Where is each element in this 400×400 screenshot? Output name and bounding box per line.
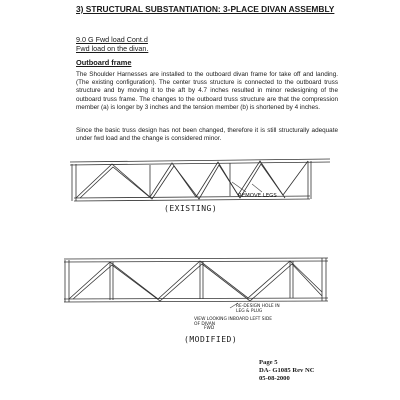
paragraph-description: The Shoulder Harnesses are installed to the outboard divan frame for take off and landing. (The existing configuration). The center truss structure is connected to the outboard truss structure and by moving it to the aft by 4.7 inches resulted in minor redesigning of the outboard truss frame. The changes to the outboard truss structure are that the compression member (a) is longer by 3 inches and the tension member (b) is shortened by 4 inches. <box>76 71 338 111</box>
subheading-load-case: 9.0 G Fwd load Cont.d <box>76 35 148 44</box>
remove-legs-annotation: REMOVE LEGS <box>238 193 277 199</box>
modified-caption: (MODIFIED) <box>184 335 238 344</box>
paragraph-conclusion: Since the basic truss design has not been changed, therefore it is still structurally adequate under fwd load and the change is considered minor. <box>76 127 338 143</box>
redesign-note-line-2: LEG & PLUG <box>236 309 263 314</box>
document-id: DA- G1085 Rev NC <box>259 367 315 374</box>
section-title: Outboard frame <box>76 58 132 67</box>
redesign-note-line-1: RE-DESIGN HOLE IN <box>236 304 280 309</box>
fwd-arrow-label: FWD <box>204 326 215 331</box>
existing-caption: (EXISTING) <box>164 204 218 213</box>
page-heading: 3) STRUCTURAL SUBSTANTIATION: 3-PLACE DIVAN ASSEMBLY <box>76 4 335 14</box>
subheading-divan-load: Fwd load on the divan. <box>76 44 149 53</box>
modified-truss-drawing <box>0 250 400 310</box>
view-note-line-1: VIEW LOOKING INBOARD LEFT SIDE <box>194 317 272 322</box>
view-note-line-2: OF DIVAN <box>194 322 216 327</box>
document-date: 05-08-2000 <box>259 375 290 382</box>
page-number: Page 5 <box>259 359 278 366</box>
existing-truss-drawing <box>0 150 400 210</box>
